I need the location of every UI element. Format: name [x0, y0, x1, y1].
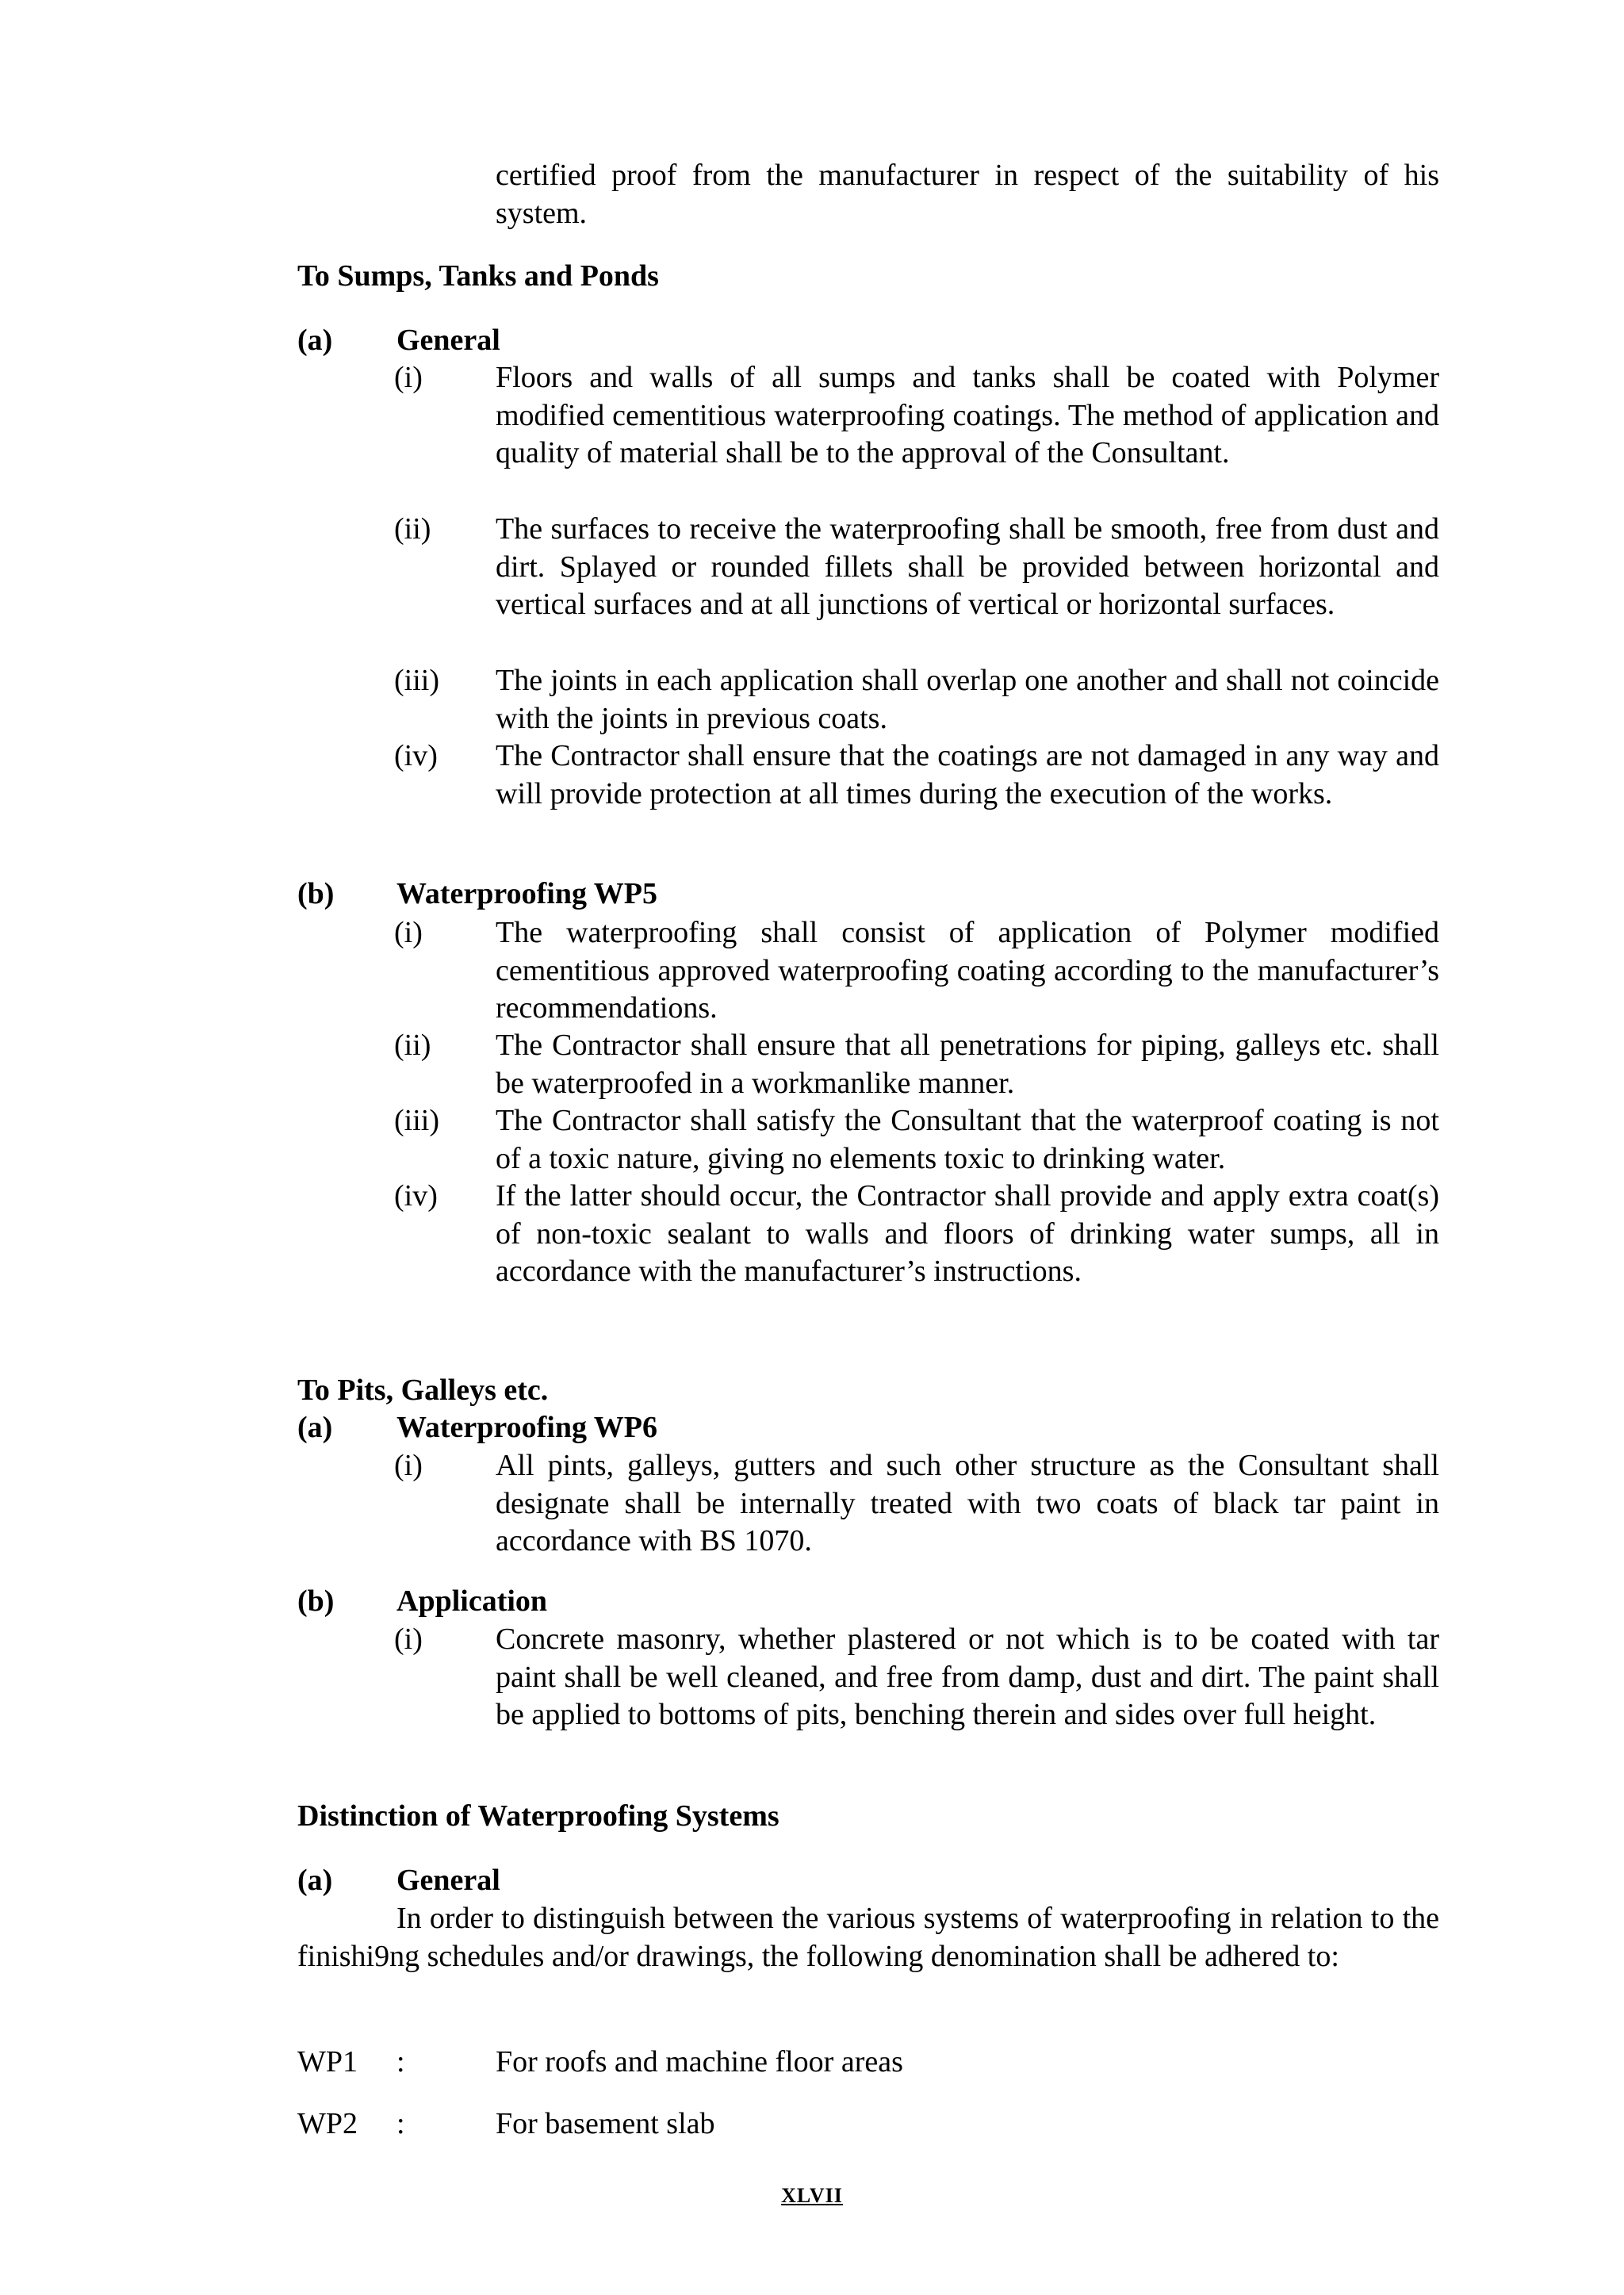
code-label: WP2 [297, 2107, 358, 2140]
item-number: (iv) [394, 739, 438, 772]
subsection-title: Waterproofing WP6 [396, 1411, 657, 1444]
item-number: (iii) [394, 1104, 439, 1137]
item-text: Concrete masonry, whether plastered or not which is to be coated with tar paint shall be well cleaned, and free from damp, dust and dirt. The paint shall be applied to bottoms of pits, benching therein and sides over full height. [496, 1623, 1439, 1731]
subsection-title: General [396, 324, 500, 357]
item-text: All pints, galleys, gutters and such other structure as the Consultant shall designate shall be internally treated with two coats of black tar paint in accordance with BS 1070. [496, 1449, 1439, 1557]
subsection-letter: (a) [297, 1411, 333, 1444]
subsection-title: Application [396, 1584, 548, 1618]
subsection-title: General [396, 1864, 500, 1897]
section-heading-distinction: Distinction of Waterproofing Systems [297, 1799, 779, 1833]
item-number: (ii) [394, 1029, 431, 1062]
item-text: The Contractor shall satisfy the Consultant that the waterproof coating is not of a toxic nature, giving no elements toxic to drinking water. [496, 1104, 1439, 1175]
code-separator: : [396, 2107, 405, 2140]
intro-paragraph: certified proof from the manufacturer in respect of the suitability of his system. [496, 159, 1439, 230]
item-number: (ii) [394, 512, 431, 546]
item-text: The waterproofing shall consist of application of Polymer modified cementitious approved waterproofing coating according to the manufacturer’s recommendations. [496, 916, 1439, 1025]
code-separator: : [396, 2045, 405, 2079]
item-number: (iv) [394, 1179, 438, 1213]
section-heading-sumps: To Sumps, Tanks and Ponds [297, 259, 659, 293]
subsection-letter: (a) [297, 1864, 333, 1897]
code-description: For basement slab [496, 2107, 715, 2140]
item-number: (i) [394, 1449, 423, 1482]
item-text: The joints in each application shall overlap one another and shall not coincide with the joints in previous coats. [496, 664, 1439, 735]
code-label: WP1 [297, 2045, 358, 2079]
general-paragraph: In order to distinguish between the various systems of waterproofing in relation to the finishi9ng schedules and/or drawings, the following denomination shall be adhered to: [297, 1902, 1439, 1973]
item-number: (i) [394, 361, 423, 394]
code-description: For roofs and machine floor areas [496, 2045, 903, 2079]
page-number: XLVII [781, 2184, 843, 2207]
item-text: The Contractor shall ensure that all penetrations for piping, galleys etc. shall be waterproofed in a workmanlike manner. [496, 1029, 1439, 1100]
subsection-letter: (a) [297, 324, 333, 357]
item-text: If the latter should occur, the Contractor shall provide and apply extra coat(s) of non-toxic sealant to walls and floors of drinking water sumps, all in accordance with the manufacturer’s instructions. [496, 1179, 1439, 1288]
item-number: (iii) [394, 664, 439, 697]
subsection-letter: (b) [297, 1584, 335, 1618]
item-number: (i) [394, 1623, 423, 1656]
item-text: Floors and walls of all sumps and tanks shall be coated with Polymer modified cementitious waterproofing coatings. The method of application and quality of material shall be to the approval of the Consultant. [496, 361, 1439, 469]
item-number: (i) [394, 916, 423, 949]
item-text: The surfaces to receive the waterproofing shall be smooth, free from dust and dirt. Splayed or rounded fillets shall be provided between horizontal and vertical surfaces and at all junctions of vertical or horizontal surfaces. [496, 512, 1439, 621]
item-text: The Contractor shall ensure that the coatings are not damaged in any way and will provide protection at all times during the execution of the works. [496, 739, 1439, 810]
subsection-letter: (b) [297, 877, 335, 910]
section-heading-pits: To Pits, Galleys etc. [297, 1374, 549, 1407]
subsection-title: Waterproofing WP5 [396, 877, 657, 910]
